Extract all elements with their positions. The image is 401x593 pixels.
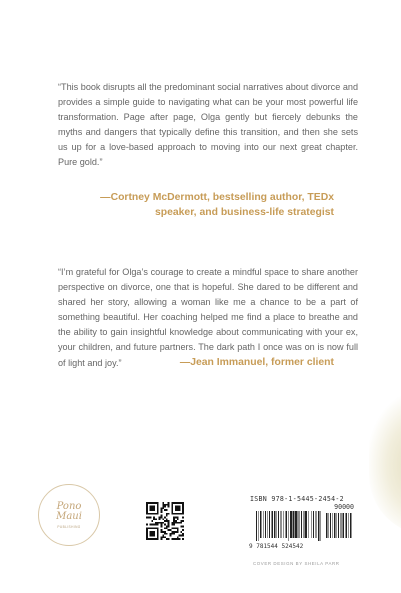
qr-module: [157, 506, 159, 508]
qr-module: [177, 538, 179, 540]
qr-module: [150, 531, 152, 533]
qr-module: [171, 524, 173, 526]
qr-module: [168, 520, 170, 522]
qr-module: [155, 502, 157, 504]
barcode-bar: [295, 511, 297, 538]
qr-module: [155, 518, 157, 520]
qr-module: [177, 513, 179, 515]
qr-module: [179, 513, 181, 515]
qr-module: [166, 538, 168, 540]
qr-module: [182, 509, 184, 511]
qr-module: [168, 506, 170, 508]
qr-module: [157, 522, 159, 524]
qr-module: [159, 522, 161, 524]
qr-module: [173, 538, 175, 540]
barcode-bar: [278, 511, 279, 538]
qr-module: [180, 513, 182, 515]
qr-module: [164, 531, 166, 533]
qr-module: [182, 535, 184, 537]
qr-module: [164, 533, 166, 535]
qr-module: [180, 535, 182, 537]
barcode-bar: [311, 511, 312, 538]
barcode-bar: [340, 513, 341, 538]
qr-module: [180, 520, 182, 522]
qr-module: [146, 502, 148, 504]
qr-module: [177, 502, 179, 504]
qr-module: [168, 513, 170, 515]
qr-module: [182, 507, 184, 509]
qr-module: [151, 509, 153, 511]
qr-module: [164, 504, 166, 506]
qr-module: [159, 518, 161, 520]
qr-module: [160, 524, 162, 526]
qr-module: [166, 526, 168, 528]
qr-module: [150, 516, 152, 518]
qr-module: [166, 513, 168, 515]
qr-module: [180, 522, 182, 524]
barcode-bar: [332, 513, 333, 538]
qr-module: [180, 502, 182, 504]
qr-module: [162, 522, 164, 524]
qr-module: [160, 515, 162, 517]
qr-module: [146, 504, 148, 506]
publisher-name-line-2: Maui: [56, 510, 82, 522]
qr-module: [148, 538, 150, 540]
qr-module: [157, 529, 159, 531]
qr-module: [179, 507, 181, 509]
qr-module: [157, 538, 159, 540]
qr-module: [146, 529, 148, 531]
qr-module: [151, 535, 153, 537]
qr-module: [153, 506, 155, 508]
barcode-bar: [298, 511, 299, 538]
qr-module: [166, 520, 168, 522]
qr-module: [175, 531, 177, 533]
qr-module: [175, 507, 177, 509]
qr-module: [155, 524, 157, 526]
qr-module: [177, 506, 179, 508]
qr-module: [155, 522, 157, 524]
qr-module: [171, 506, 173, 508]
barcode-bar: [320, 511, 321, 541]
qr-module: [166, 504, 168, 506]
qr-module: [166, 509, 168, 511]
qr-module: [180, 526, 182, 528]
qr-module: [153, 527, 155, 529]
barcode-bar: [265, 511, 266, 538]
qr-module: [160, 536, 162, 538]
qr-module: [168, 524, 170, 526]
barcode-bar: [304, 511, 305, 538]
attribution-line: —Jean Immanuel, former client: [179, 357, 334, 368]
qr-module: [151, 524, 153, 526]
qr-module: [155, 538, 157, 540]
qr-module: [164, 524, 166, 526]
qr-module: [179, 502, 181, 504]
barcode-bar: [328, 513, 329, 538]
barcode-bar: [313, 511, 314, 538]
qr-module: [166, 518, 168, 520]
barcode-bar: [276, 511, 277, 538]
qr-module: [162, 531, 164, 533]
qr-module: [177, 509, 179, 511]
qr-module: [150, 524, 152, 526]
qr-module: [153, 509, 155, 511]
qr-module: [171, 533, 173, 535]
qr-module: [164, 527, 166, 529]
barcode-bar: [346, 513, 347, 538]
qr-module: [179, 538, 181, 540]
barcode-digits: 9 781544 524542: [249, 543, 304, 549]
qr-code-icon: [146, 502, 184, 540]
qr-module: [157, 524, 159, 526]
qr-module: [168, 529, 170, 531]
paper-edge-glow: [369, 395, 401, 535]
barcode-bar: [338, 513, 339, 538]
qr-module: [168, 526, 170, 528]
qr-module: [168, 538, 170, 540]
qr-module: [164, 509, 166, 511]
qr-module: [157, 507, 159, 509]
qr-module: [171, 509, 173, 511]
qr-module: [150, 533, 152, 535]
qr-module: [171, 502, 173, 504]
qr-module: [157, 502, 159, 504]
barcode-bar: [293, 511, 295, 538]
qr-module: [146, 531, 148, 533]
qr-module: [177, 522, 179, 524]
qr-module: [150, 535, 152, 537]
qr-module: [177, 529, 179, 531]
qr-module: [160, 511, 162, 513]
barcode-bar: [269, 511, 270, 538]
qr-module: [162, 536, 164, 538]
barcode-bar: [336, 513, 337, 538]
qr-module: [153, 535, 155, 537]
qr-module: [153, 524, 155, 526]
qr-module: [175, 520, 177, 522]
barcode-bar: [334, 513, 335, 538]
qr-module: [146, 524, 148, 526]
qr-module: [153, 507, 155, 509]
qr-module: [177, 536, 179, 538]
qr-module: [182, 513, 184, 515]
barcode-bar: [343, 513, 344, 538]
barcode-bar: [301, 511, 302, 538]
barcode-bar: [274, 511, 275, 538]
testimonial-quote-1: “This book disrupts all the predominant social narratives about divorce and provides a simple guide to navigating what can be your most powerful life transformation. Page after page, Olga gently but fiercely debunks the myths and dangers that typically define this transition, and then she sets us up for a love-based approach to moving into our next great chapter. Pure gold.”: [58, 82, 358, 168]
qr-module: [182, 502, 184, 504]
qr-module: [173, 533, 175, 535]
barcode-bar: [258, 511, 259, 541]
qr-module: [157, 509, 159, 511]
qr-module: [171, 531, 173, 533]
attribution-line: —Cortney McDermott, bestselling author, TEDx: [100, 192, 334, 203]
price-code: 90000: [334, 503, 354, 511]
qr-module: [151, 533, 153, 535]
barcode-bar: [316, 511, 317, 538]
qr-module: [182, 520, 184, 522]
qr-module: [170, 529, 172, 531]
qr-module: [157, 531, 159, 533]
qr-module: [182, 538, 184, 540]
qr-module: [153, 502, 155, 504]
qr-module: [164, 536, 166, 538]
qr-module: [146, 506, 148, 508]
qr-module: [182, 529, 184, 531]
qr-module: [177, 531, 179, 533]
qr-module: [162, 502, 164, 504]
barcode-bar: [290, 511, 292, 538]
isbn-label: ISBN 978-1-5445-2454-2: [250, 495, 344, 503]
qr-module: [177, 507, 179, 509]
barcode-bar: [350, 513, 351, 538]
qr-module: [160, 531, 162, 533]
barcode-icon: [248, 505, 354, 549]
qr-module: [151, 507, 153, 509]
qr-module: [155, 513, 157, 515]
qr-module: [153, 513, 155, 515]
qr-module: [173, 502, 175, 504]
qr-module: [162, 506, 164, 508]
cover-design-credit: COVER DESIGN BY SHEILA PARR: [253, 561, 340, 566]
qr-module: [148, 527, 150, 529]
qr-module: [146, 536, 148, 538]
qr-module: [155, 527, 157, 529]
qr-module: [168, 502, 170, 504]
qr-module: [153, 533, 155, 535]
barcode-bar: [326, 513, 327, 538]
qr-module: [157, 504, 159, 506]
qr-module: [171, 538, 173, 540]
qr-module: [180, 531, 182, 533]
qr-module: [146, 527, 148, 529]
qr-module: [166, 533, 168, 535]
qr-module: [175, 538, 177, 540]
qr-module: [157, 535, 159, 537]
barcode-bar: [260, 511, 262, 538]
qr-module: [177, 527, 179, 529]
qr-module: [160, 507, 162, 509]
qr-module: [177, 516, 179, 518]
qr-module: [166, 527, 168, 529]
qr-module: [173, 518, 175, 520]
qr-module: [153, 538, 155, 540]
qr-module: [151, 527, 153, 529]
qr-module: [171, 511, 173, 513]
qr-module: [173, 527, 175, 529]
qr-module: [164, 516, 166, 518]
qr-module: [179, 509, 181, 511]
qr-module: [146, 538, 148, 540]
qr-module: [148, 502, 150, 504]
barcode-bar: [283, 511, 284, 538]
barcode-bar: [348, 513, 349, 538]
qr-module: [151, 506, 153, 508]
isbn-barcode-block: [248, 495, 354, 549]
qr-module: [148, 513, 150, 515]
barcode-bar: [267, 511, 268, 538]
qr-module: [175, 502, 177, 504]
qr-module: [157, 527, 159, 529]
barcode-bar: [256, 511, 257, 541]
qr-module: [175, 506, 177, 508]
barcode-bar: [288, 511, 289, 541]
barcode-bar: [299, 511, 300, 538]
qr-module: [150, 506, 152, 508]
qr-module: [171, 522, 173, 524]
qr-module: [157, 511, 159, 513]
testimonial-attribution-2: [94, 355, 334, 370]
qr-module: [170, 535, 172, 537]
qr-module: [182, 504, 184, 506]
qr-module: [182, 506, 184, 508]
qr-module: [150, 507, 152, 509]
qr-module: [173, 524, 175, 526]
barcode-bar: [305, 511, 307, 538]
qr-module: [173, 513, 175, 515]
barcode-bar: [330, 513, 331, 538]
qr-module: [170, 533, 172, 535]
qr-module: [173, 522, 175, 524]
qr-module: [146, 507, 148, 509]
qr-module: [150, 513, 152, 515]
qr-module: [175, 527, 177, 529]
qr-module: [160, 526, 162, 528]
qr-module: [171, 513, 173, 515]
qr-module: [162, 518, 164, 520]
qr-module: [157, 513, 159, 515]
qr-module: [150, 527, 152, 529]
qr-module: [182, 526, 184, 528]
qr-module: [182, 516, 184, 518]
qr-module: [146, 511, 148, 513]
qr-module: [146, 535, 148, 537]
qr-module: [179, 535, 181, 537]
attribution-line: speaker, and business-life strategist: [154, 207, 334, 218]
barcode-bar: [308, 511, 309, 538]
qr-module: [173, 516, 175, 518]
qr-module: [160, 516, 162, 518]
qr-module: [168, 522, 170, 524]
qr-module: [151, 513, 153, 515]
qr-module: [173, 531, 175, 533]
qr-module: [173, 520, 175, 522]
publisher-name-line-1: Pono: [56, 500, 82, 512]
barcode-bar: [281, 511, 282, 538]
barcode-bar: [263, 511, 264, 538]
qr-module: [159, 516, 161, 518]
qr-module: [150, 509, 152, 511]
qr-module: [151, 531, 153, 533]
qr-module: [171, 504, 173, 506]
qr-module: [151, 502, 153, 504]
qr-module: [151, 520, 153, 522]
qr-module: [146, 516, 148, 518]
qr-module: [162, 507, 164, 509]
qr-module: [150, 538, 152, 540]
qr-module: [164, 520, 166, 522]
qr-module: [148, 516, 150, 518]
qr-module: [179, 522, 181, 524]
qr-module: [166, 515, 168, 517]
qr-module: [162, 535, 164, 537]
qr-module: [179, 506, 181, 508]
qr-module: [153, 518, 155, 520]
qr-module: [171, 507, 173, 509]
qr-module: [153, 516, 155, 518]
qr-module: [151, 538, 153, 540]
qr-module: [175, 522, 177, 524]
qr-module: [160, 529, 162, 531]
qr-module: [157, 533, 159, 535]
qr-module: [146, 513, 148, 515]
publisher-logo: [38, 484, 100, 546]
qr-module: [175, 513, 177, 515]
testimonial-attribution-1: [94, 190, 334, 220]
publisher-tagline: PUBLISHING: [57, 524, 81, 529]
qr-module: [150, 502, 152, 504]
qr-module: [177, 518, 179, 520]
qr-module: [175, 516, 177, 518]
barcode-bar: [272, 511, 274, 538]
qr-module: [175, 509, 177, 511]
qr-module: [146, 509, 148, 511]
qr-module: [182, 533, 184, 535]
qr-module: [162, 504, 164, 506]
qr-module: [160, 509, 162, 511]
qr-module: [160, 538, 162, 540]
qr-module: [157, 536, 159, 538]
qr-module: [153, 531, 155, 533]
qr-module: [146, 533, 148, 535]
qr-module: [171, 527, 173, 529]
qr-module: [160, 522, 162, 524]
barcode-bar: [285, 511, 287, 538]
qr-module: [168, 504, 170, 506]
barcode-bar: [318, 511, 319, 541]
qr-module: [182, 511, 184, 513]
testimonial-quote-2: “I’m grateful for Olga’s courage to create a mindful space to share another perspective on divorce, one that is hopeful. She dared to be different and shared her story, allowing a woman like me a chance to be a part of something beautiful. Her coaching helped me find a place to breathe and the ability to gain insightful knowledge about communicating with your ex, your children, and future partners. The dark path I once was on is now full of light and joy.”: [58, 267, 358, 368]
qr-module: [164, 506, 166, 508]
